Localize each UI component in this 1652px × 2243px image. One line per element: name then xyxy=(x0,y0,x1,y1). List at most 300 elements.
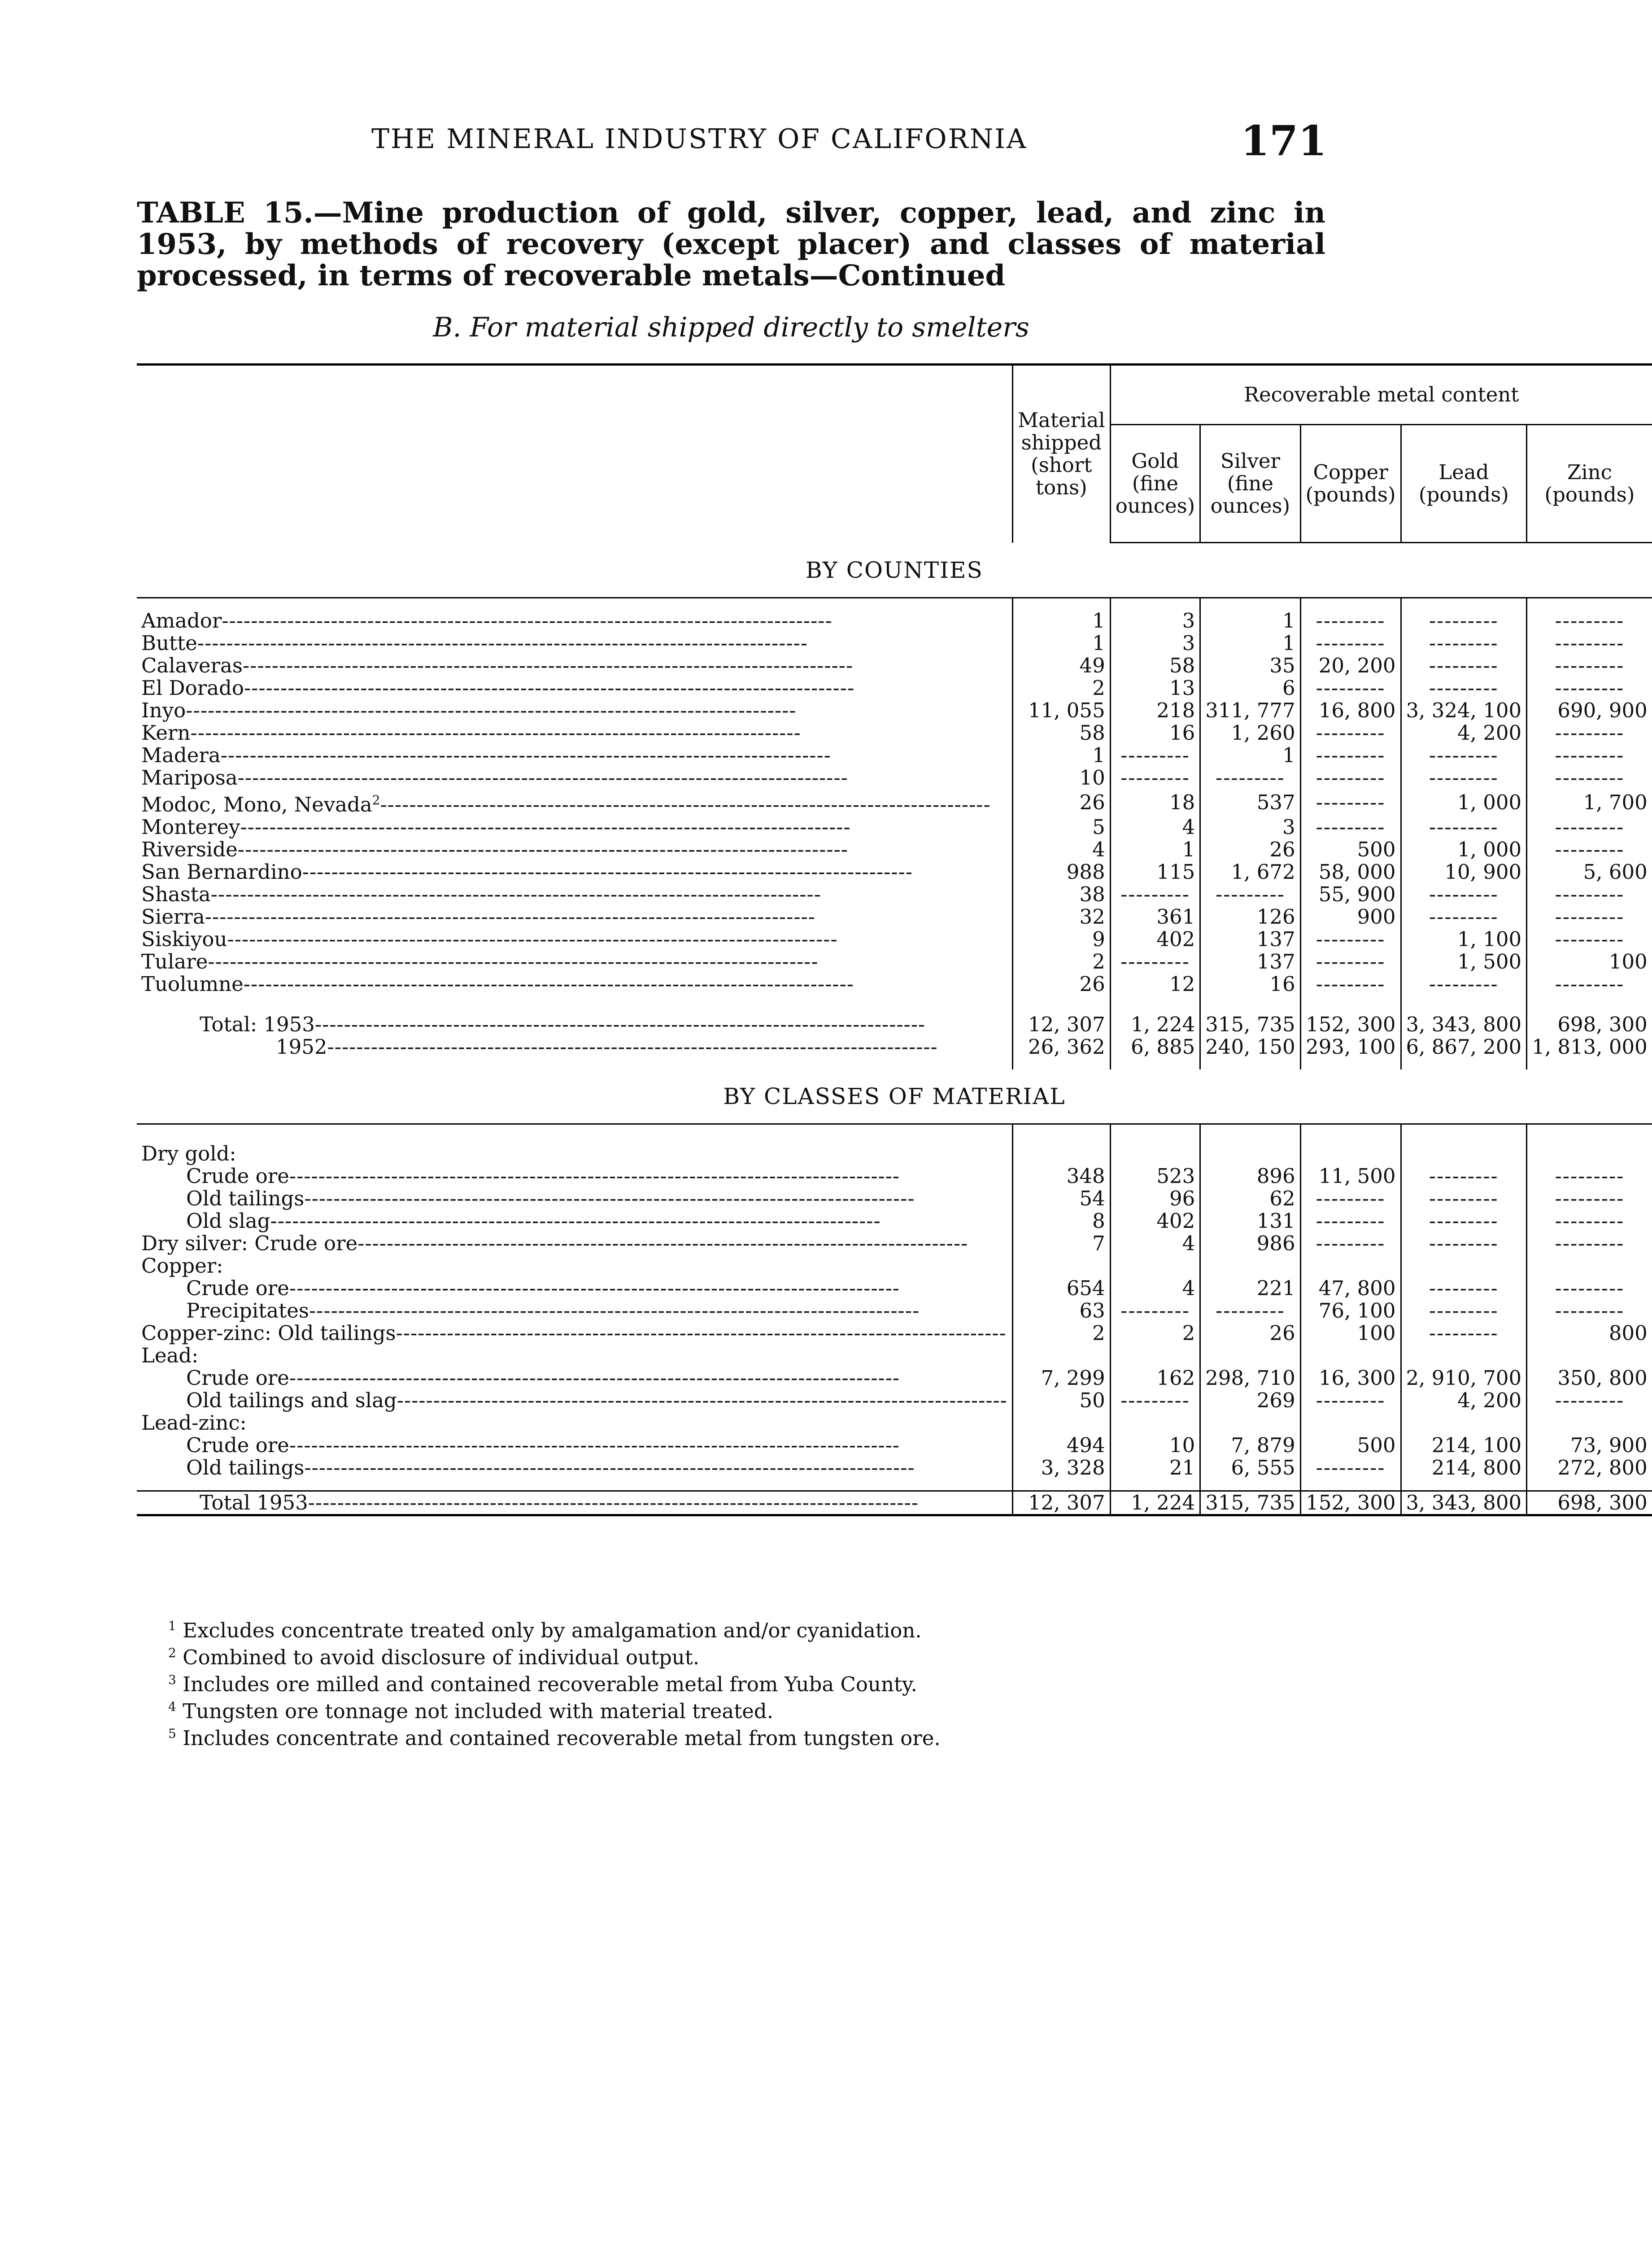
spacer-cell xyxy=(1401,1058,1527,1069)
cell-silver: 3 xyxy=(1200,816,1300,838)
row-label-text: Copper: xyxy=(141,1254,223,1278)
cell-zinc: --------- xyxy=(1527,1165,1652,1187)
cell-silver: 1 xyxy=(1200,632,1300,655)
section-by-counties xyxy=(137,543,1652,598)
row-label xyxy=(137,1434,1012,1457)
cell-silver: 896 xyxy=(1200,1165,1300,1187)
cell-tons: 7, 299 xyxy=(1012,1367,1110,1389)
cell-silver: 7, 879 xyxy=(1200,1434,1300,1457)
county-row xyxy=(137,816,1652,838)
row-label xyxy=(137,1412,1012,1434)
class-row xyxy=(137,1187,1652,1210)
leader-dots: ------------------------------------------------------------------------------------ xyxy=(240,815,851,839)
cell-gold: 3 xyxy=(1110,632,1200,655)
cell-tons: 63 xyxy=(1012,1300,1110,1322)
cell-lead: 1, 000 xyxy=(1401,789,1527,816)
row-label-text: Old slag xyxy=(186,1209,270,1233)
col-header-lead: Lead (pounds) xyxy=(1401,425,1527,543)
cell-tons: 348 xyxy=(1012,1165,1110,1187)
cell-zinc: --------- xyxy=(1527,928,1652,951)
row-label xyxy=(137,861,1012,883)
cell-copper: --------- xyxy=(1300,789,1401,816)
cell-gold: 402 xyxy=(1110,928,1200,951)
county-row xyxy=(137,632,1652,655)
footnote-mark: 2 xyxy=(168,1645,176,1660)
cell-zinc: 698, 300 xyxy=(1527,1491,1652,1515)
empty-cell xyxy=(1200,1412,1300,1434)
class-total-row xyxy=(137,1491,1652,1515)
cell-zinc: --------- xyxy=(1527,744,1652,767)
empty-cell xyxy=(1527,1255,1652,1277)
cell-silver: 6 xyxy=(1200,677,1300,699)
footnote xyxy=(168,1669,1334,1696)
spacer-cell xyxy=(1200,1058,1300,1069)
cell-zinc: --------- xyxy=(1527,1277,1652,1300)
row-label xyxy=(137,1187,1012,1210)
class-row xyxy=(137,1344,1652,1367)
spacer-cell xyxy=(1300,1479,1401,1491)
empty-cell xyxy=(1110,1255,1200,1277)
footnotes xyxy=(168,1615,1334,1750)
col-header-gold: Gold (fine ounces) xyxy=(1110,425,1200,543)
leader-dots: ------------------------------------------------------------------------------------ xyxy=(289,1366,900,1390)
empty-cell xyxy=(1401,1255,1527,1277)
cell-lead: 3, 343, 800 xyxy=(1401,1491,1527,1515)
cell-lead: --------- xyxy=(1401,767,1527,789)
empty-cell xyxy=(1300,1143,1401,1165)
spacer-row xyxy=(137,995,1652,1013)
cell-silver: 298, 710 xyxy=(1200,1367,1300,1389)
cell-gold: 1, 224 xyxy=(1110,1491,1200,1515)
footnote-mark: 5 xyxy=(168,1726,176,1741)
cell-tons: 49 xyxy=(1012,655,1110,677)
cell-zinc: --------- xyxy=(1527,722,1652,744)
cell-silver: 986 xyxy=(1200,1232,1300,1255)
cell-copper: --------- xyxy=(1300,1187,1401,1210)
cell-copper: --------- xyxy=(1300,816,1401,838)
row-label xyxy=(137,1210,1012,1232)
cell-tons: 2 xyxy=(1012,1322,1110,1344)
leader-dots: ------------------------------------------------------------------------------------ xyxy=(308,1491,919,1514)
leader-dots: ------------------------------------------------------------------------------------ xyxy=(270,1209,881,1233)
leader-dots: ------------------------------------------------------------------------------------ xyxy=(220,743,831,767)
row-label-text: Crude ore xyxy=(186,1366,289,1390)
footnote xyxy=(168,1615,1334,1642)
cell-zinc: --------- xyxy=(1527,906,1652,928)
footnote-mark: 4 xyxy=(168,1699,176,1714)
spacer-row xyxy=(137,1058,1652,1069)
cell-copper: 76, 100 xyxy=(1300,1300,1401,1322)
col-header-zinc: Zinc (pounds) xyxy=(1527,425,1652,543)
cell-zinc: --------- xyxy=(1527,632,1652,655)
cell-gold: --------- xyxy=(1110,744,1200,767)
leader-dots: ------------------------------------------------------------------------------------ xyxy=(208,950,819,973)
cell-lead: --------- xyxy=(1401,1165,1527,1187)
cell-tons: 54 xyxy=(1012,1187,1110,1210)
leader-dots: ------------------------------------------------------------------------------------ xyxy=(205,905,815,929)
class-row xyxy=(137,1389,1652,1412)
leader-dots: ------------------------------------------------------------------------------------ xyxy=(243,972,854,996)
cell-lead: 3, 343, 800 xyxy=(1401,1013,1527,1036)
section-by-classes xyxy=(137,1069,1652,1124)
row-label-text: Monterey xyxy=(141,815,240,839)
county-total-row xyxy=(137,1013,1652,1036)
cell-copper: --------- xyxy=(1300,1210,1401,1232)
cell-gold: 115 xyxy=(1110,861,1200,883)
page-number: 171 xyxy=(1240,117,1327,165)
cell-tons: 12, 307 xyxy=(1012,1491,1110,1515)
spacer-cell xyxy=(1110,1058,1200,1069)
cell-copper: 500 xyxy=(1300,838,1401,861)
cell-zinc: --------- xyxy=(1527,1210,1652,1232)
spacer-cell xyxy=(1012,1058,1110,1069)
cell-zinc: --------- xyxy=(1527,816,1652,838)
cell-silver: 1 xyxy=(1200,744,1300,767)
county-row xyxy=(137,928,1652,951)
cell-tons: 58 xyxy=(1012,722,1110,744)
cell-zinc: --------- xyxy=(1527,655,1652,677)
section-by-classes-label: BY CLASSES OF MATERIAL xyxy=(137,1069,1652,1124)
cell-silver: 137 xyxy=(1200,928,1300,951)
cell-zinc: 272, 800 xyxy=(1527,1457,1652,1479)
row-label-text: Old tailings xyxy=(186,1456,305,1479)
row-label xyxy=(137,744,1012,767)
leader-dots: ------------------------------------------------------------------------------------ xyxy=(309,1299,920,1322)
cell-gold: 12 xyxy=(1110,973,1200,995)
row-label xyxy=(137,973,1012,995)
col-header-material-shipped: Material shipped (short tons) xyxy=(1012,365,1110,543)
row-label xyxy=(137,906,1012,928)
col-header-copper: Copper (pounds) xyxy=(1300,425,1401,543)
county-row xyxy=(137,951,1652,973)
row-label-text: Sierra xyxy=(141,905,205,929)
empty-cell xyxy=(1012,1412,1110,1434)
cell-zinc: 1, 700 xyxy=(1527,789,1652,816)
cell-gold: 3 xyxy=(1110,610,1200,632)
cell-zinc: --------- xyxy=(1527,1232,1652,1255)
class-row xyxy=(137,1367,1652,1389)
cell-gold: 96 xyxy=(1110,1187,1200,1210)
row-label xyxy=(137,883,1012,906)
cell-silver: 126 xyxy=(1200,906,1300,928)
col-header-silver: Silver (fine ounces) xyxy=(1200,425,1300,543)
row-label xyxy=(137,1300,1012,1322)
cell-copper: --------- xyxy=(1300,632,1401,655)
cell-zinc: 698, 300 xyxy=(1527,1013,1652,1036)
cell-copper: 293, 100 xyxy=(1300,1036,1401,1058)
cell-silver: 62 xyxy=(1200,1187,1300,1210)
empty-cell xyxy=(1401,1143,1527,1165)
empty-cell xyxy=(1527,1412,1652,1434)
row-label-text: Total 1953 xyxy=(200,1491,308,1514)
class-row xyxy=(137,1255,1652,1277)
row-label-text: Crude ore xyxy=(186,1433,289,1457)
row-label-text: Tulare xyxy=(141,950,208,973)
county-row xyxy=(137,883,1652,906)
cell-lead: --------- xyxy=(1401,677,1527,699)
row-label xyxy=(137,1322,1012,1344)
cell-zinc: 5, 600 xyxy=(1527,861,1652,883)
cell-lead: --------- xyxy=(1401,906,1527,928)
cell-tons: 9 xyxy=(1012,928,1110,951)
empty-cell xyxy=(1401,1412,1527,1434)
cell-copper: 152, 300 xyxy=(1300,1013,1401,1036)
footnote-text: Excludes concentrate treated only by amalgamation and/or cyanidation. xyxy=(176,1619,922,1642)
class-row xyxy=(137,1322,1652,1344)
spacer-cell xyxy=(137,1479,1012,1491)
footnote-text: Combined to avoid disclosure of individual output. xyxy=(176,1645,700,1669)
row-label-text: Inyo xyxy=(141,698,186,722)
row-label-text: Shasta xyxy=(141,882,211,906)
row-label-text: Copper-zinc: Old tailings xyxy=(141,1321,396,1345)
cell-copper: --------- xyxy=(1300,744,1401,767)
cell-gold: 162 xyxy=(1110,1367,1200,1389)
cell-tons: 3, 328 xyxy=(1012,1457,1110,1479)
county-row xyxy=(137,789,1652,816)
cell-tons: 494 xyxy=(1012,1434,1110,1457)
cell-copper: --------- xyxy=(1300,1232,1401,1255)
cell-lead: --------- xyxy=(1401,655,1527,677)
empty-cell xyxy=(1300,1412,1401,1434)
cell-tons: 2 xyxy=(1012,677,1110,699)
row-label-text: Siskiyou xyxy=(141,927,227,951)
empty-cell xyxy=(1012,1143,1110,1165)
cell-silver: 315, 735 xyxy=(1200,1491,1300,1515)
cell-tons: 1 xyxy=(1012,632,1110,655)
spacer-cell xyxy=(1401,1479,1527,1491)
cell-lead: --------- xyxy=(1401,632,1527,655)
leader-dots: ------------------------------------------------------------------------------------ xyxy=(289,1276,900,1300)
leader-dots: ------------------------------------------------------------------------------------ xyxy=(289,1433,900,1457)
cell-gold: 1, 224 xyxy=(1110,1013,1200,1036)
spacer-cell xyxy=(1527,1479,1652,1491)
class-row xyxy=(137,1277,1652,1300)
cell-tons: 7 xyxy=(1012,1232,1110,1255)
cell-lead: 2, 910, 700 xyxy=(1401,1367,1527,1389)
cell-tons: 10 xyxy=(1012,767,1110,789)
cell-lead: --------- xyxy=(1401,1232,1527,1255)
empty-cell xyxy=(1110,1344,1200,1367)
empty-cell xyxy=(1200,1344,1300,1367)
cell-gold: 4 xyxy=(1110,1277,1200,1300)
row-label-text: Tuolumne xyxy=(141,972,244,996)
row-label-text: Amador xyxy=(141,609,222,633)
spacer-cell xyxy=(1012,1124,1110,1143)
cell-copper: 58, 000 xyxy=(1300,861,1401,883)
spacer-cell xyxy=(1300,1124,1401,1143)
county-row xyxy=(137,699,1652,722)
cell-silver: 137 xyxy=(1200,951,1300,973)
row-label-text: Calaveras xyxy=(141,654,243,677)
cell-gold: 218 xyxy=(1110,699,1200,722)
cell-copper: 20, 200 xyxy=(1300,655,1401,677)
spacer-cell xyxy=(1012,598,1110,610)
table-subtitle: B. For material shipped directly to smelters xyxy=(433,312,1029,343)
county-row xyxy=(137,722,1652,744)
footnote xyxy=(168,1642,1334,1669)
table-caption xyxy=(137,197,1325,292)
table-caption-text: —Mine production of gold, silver, copper, lead, and zinc in 1953, by methods of recovery (except placer) and classes of material processed, in terms of recoverable metals—Continued xyxy=(137,196,1326,292)
row-label-text: Riverside xyxy=(141,838,238,861)
cell-copper: --------- xyxy=(1300,677,1401,699)
cell-silver: 26 xyxy=(1200,1322,1300,1344)
empty-cell xyxy=(1110,1412,1200,1434)
cell-silver: 6, 555 xyxy=(1200,1457,1300,1479)
cell-silver: 315, 735 xyxy=(1200,1013,1300,1036)
cell-silver: 131 xyxy=(1200,1210,1300,1232)
running-head: THE MINERAL INDUSTRY OF CALIFORNIA xyxy=(371,123,1028,155)
cell-tons: 1 xyxy=(1012,744,1110,767)
spacer-cell xyxy=(1401,995,1527,1013)
cell-tons: 654 xyxy=(1012,1277,1110,1300)
leader-dots: ------------------------------------------------------------------------------------ xyxy=(197,631,808,655)
row-label-text: Lead-zinc: xyxy=(141,1411,247,1435)
spacer-cell xyxy=(1401,1124,1527,1143)
cell-gold: --------- xyxy=(1110,1389,1200,1412)
cell-gold: 4 xyxy=(1110,816,1200,838)
leader-dots: ------------------------------------------------------------------------------------ xyxy=(186,698,797,722)
row-label-text: Madera xyxy=(141,743,221,767)
empty-cell xyxy=(1527,1143,1652,1165)
row-label-text: San Bernardino xyxy=(141,860,302,884)
row-label xyxy=(137,632,1012,655)
cell-lead: --------- xyxy=(1401,610,1527,632)
cell-gold: 18 xyxy=(1110,789,1200,816)
cell-silver: 26 xyxy=(1200,838,1300,861)
cell-tons: 26 xyxy=(1012,973,1110,995)
leader-dots: ------------------------------------------------------------------------------------ xyxy=(327,1035,938,1059)
cell-zinc: 350, 800 xyxy=(1527,1367,1652,1389)
cell-copper: 900 xyxy=(1300,906,1401,928)
cell-gold: 16 xyxy=(1110,722,1200,744)
spacer-cell xyxy=(1110,1124,1200,1143)
row-label-text: Modoc, Mono, Nevada xyxy=(141,793,372,816)
row-label-text: Dry gold: xyxy=(141,1142,236,1165)
cell-copper: 16, 300 xyxy=(1300,1367,1401,1389)
footnote-text: Includes concentrate and contained recoverable metal from tungsten ore. xyxy=(176,1726,941,1750)
cell-tons: 988 xyxy=(1012,861,1110,883)
row-label xyxy=(137,1344,1012,1367)
cell-tons: 4 xyxy=(1012,838,1110,861)
table-body xyxy=(137,543,1652,1515)
cell-tons: 5 xyxy=(1012,816,1110,838)
county-row xyxy=(137,973,1652,995)
leader-dots: ------------------------------------------------------------------------------------ xyxy=(397,1388,1007,1412)
cell-silver: --------- xyxy=(1200,883,1300,906)
cell-gold: 523 xyxy=(1110,1165,1200,1187)
cell-lead: --------- xyxy=(1401,744,1527,767)
cell-zinc: --------- xyxy=(1527,838,1652,861)
cell-tons: 50 xyxy=(1012,1389,1110,1412)
cell-copper: --------- xyxy=(1300,973,1401,995)
row-label xyxy=(137,1367,1012,1389)
cell-silver: --------- xyxy=(1200,1300,1300,1322)
row-label-text: 1952 xyxy=(276,1035,327,1059)
row-label-text: El Dorado xyxy=(141,676,244,700)
cell-lead: 4, 200 xyxy=(1401,1389,1527,1412)
cell-zinc: 1, 813, 000 xyxy=(1527,1036,1652,1058)
row-label xyxy=(137,1277,1012,1300)
row-label xyxy=(137,1143,1012,1165)
row-label xyxy=(137,1457,1012,1479)
spacer-cell xyxy=(1200,995,1300,1013)
row-label xyxy=(137,1013,1012,1036)
row-label-text: Crude ore xyxy=(186,1276,289,1300)
row-label-text: Lead: xyxy=(141,1344,199,1367)
spacer-row xyxy=(137,1479,1652,1491)
footnote xyxy=(168,1723,1334,1750)
cell-zinc: 800 xyxy=(1527,1322,1652,1344)
cell-lead: 214, 100 xyxy=(1401,1434,1527,1457)
leader-dots: ------------------------------------------------------------------------------------ xyxy=(314,1012,926,1036)
empty-cell xyxy=(1300,1255,1401,1277)
cell-gold: --------- xyxy=(1110,1300,1200,1322)
leader-dots: ------------------------------------------------------------------------------------ xyxy=(304,1456,915,1479)
cell-silver: 1, 260 xyxy=(1200,722,1300,744)
county-row xyxy=(137,861,1652,883)
leader-dots: ------------------------------------------------------------------------------------ xyxy=(380,793,991,816)
cell-copper: --------- xyxy=(1300,767,1401,789)
cell-silver: 35 xyxy=(1200,655,1300,677)
cell-copper: --------- xyxy=(1300,951,1401,973)
empty-cell xyxy=(1401,1344,1527,1367)
leader-dots: ------------------------------------------------------------------------------------ xyxy=(357,1231,968,1255)
row-label xyxy=(137,928,1012,951)
row-label xyxy=(137,1255,1012,1277)
cell-copper: --------- xyxy=(1300,928,1401,951)
cell-tons: 38 xyxy=(1012,883,1110,906)
cell-lead: 1, 000 xyxy=(1401,838,1527,861)
cell-tons: 26 xyxy=(1012,789,1110,816)
county-total-row xyxy=(137,1036,1652,1058)
cell-silver: 16 xyxy=(1200,973,1300,995)
cell-gold: 21 xyxy=(1110,1457,1200,1479)
spacer-cell xyxy=(137,1124,1012,1143)
cell-lead: 10, 900 xyxy=(1401,861,1527,883)
cell-lead: 3, 324, 100 xyxy=(1401,699,1527,722)
cell-gold: 10 xyxy=(1110,1434,1200,1457)
row-label xyxy=(137,677,1012,699)
county-row xyxy=(137,767,1652,789)
row-label xyxy=(137,610,1012,632)
row-label xyxy=(137,1389,1012,1412)
cell-gold: 2 xyxy=(1110,1322,1200,1344)
spacer-cell xyxy=(1527,1058,1652,1069)
county-row xyxy=(137,838,1652,861)
spacer-cell xyxy=(1527,598,1652,610)
spacer-cell xyxy=(1200,1479,1300,1491)
cell-lead: 4, 200 xyxy=(1401,722,1527,744)
spacer-cell xyxy=(1200,598,1300,610)
leader-dots: ------------------------------------------------------------------------------------ xyxy=(396,1321,1007,1345)
cell-lead: --------- xyxy=(1401,1300,1527,1322)
spacer-row xyxy=(137,1124,1652,1143)
row-label xyxy=(137,1232,1012,1255)
cell-zinc: 100 xyxy=(1527,951,1652,973)
spacer-cell xyxy=(1401,598,1527,610)
cell-tons: 12, 307 xyxy=(1012,1013,1110,1036)
leader-dots: ------------------------------------------------------------------------------------ xyxy=(190,721,801,745)
leader-dots: ------------------------------------------------------------------------------------ xyxy=(302,860,913,884)
cell-tons: 8 xyxy=(1012,1210,1110,1232)
row-label-text: Kern xyxy=(141,721,191,745)
cell-gold: 13 xyxy=(1110,677,1200,699)
cell-copper: --------- xyxy=(1300,722,1401,744)
leader-dots: ------------------------------------------------------------------------------------ xyxy=(210,882,821,906)
cell-copper: 55, 900 xyxy=(1300,883,1401,906)
row-label xyxy=(137,655,1012,677)
row-label-text: Dry silver: Crude ore xyxy=(141,1231,358,1255)
